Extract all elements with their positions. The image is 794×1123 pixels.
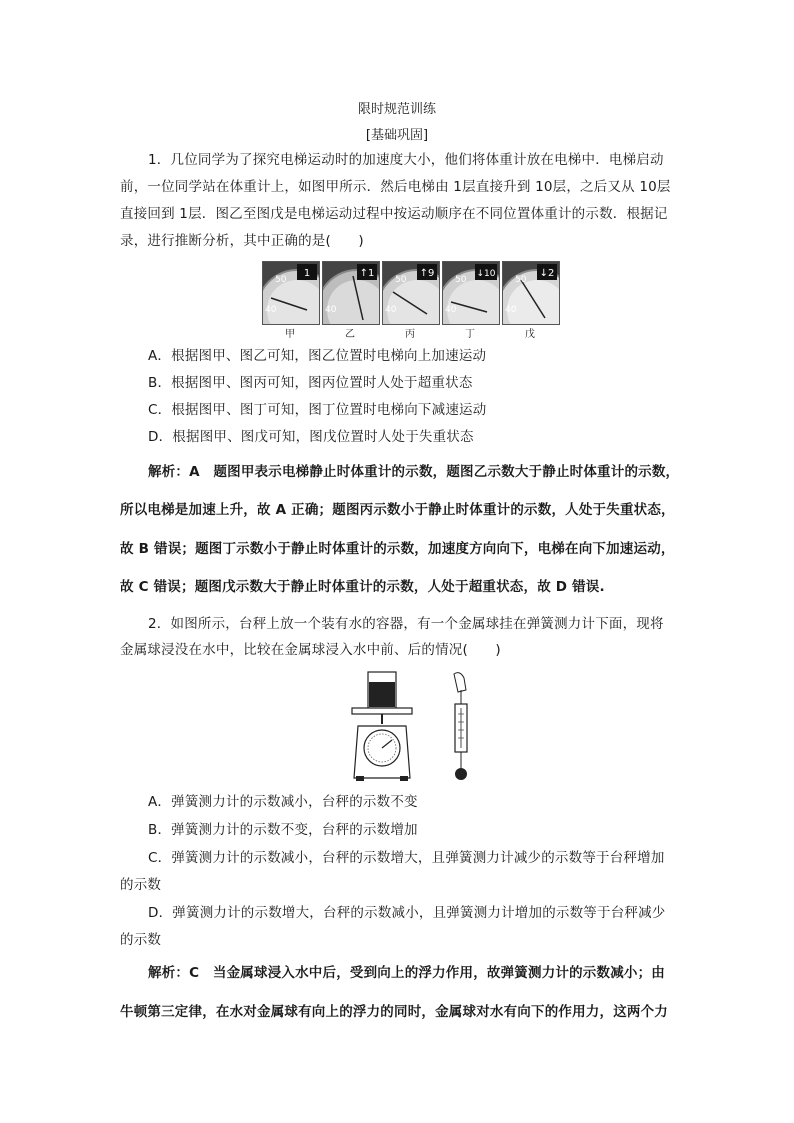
dial-number: 40 — [325, 305, 337, 315]
q1-option-a: A．根据图甲、图乙可知，图乙位置时电梯向上加速运动 — [148, 348, 487, 364]
gauge-tag: ↑9 — [419, 268, 435, 279]
q2-option-d-cont: 的示数 — [120, 932, 162, 948]
dial-graphic — [503, 262, 559, 324]
gauge-label: 戊 — [525, 329, 535, 340]
dial-graphic — [323, 262, 379, 324]
dial-number: 50 — [455, 275, 467, 285]
scale-dial-yi — [322, 261, 380, 325]
q1-line: 录，进行推断分析，其中正确的是( ) — [120, 233, 364, 249]
gauge-tag: ↓2 — [539, 268, 555, 279]
q2-solution-line: 解析：C 当金属球浸入水中后，受到向上的浮力作用，故弹簧测力计的示数减小；由 — [148, 965, 666, 981]
q1-solution-line: 故 C 错误；题图戊示数大于静止时体重计的示数，人处于超重状态，故 D 错误. — [120, 579, 605, 595]
gauge-tag: ↑1 — [359, 268, 375, 279]
q1-line: 前，一位同学站在体重计上，如图甲所示．然后电梯由 1层直接升到 10层，之后又从 10层 — [120, 179, 671, 195]
q2-option-d: D．弹簧测力计的示数增大，台秤的示数减小，且弹簧测力计增加的示数等于台秤减少 — [148, 905, 666, 921]
q1-line: 直接回到 1层．图乙至图戊是电梯运动过程中按运动顺序在不同位置体重计的示数．根据记 — [120, 206, 668, 222]
scale-dial-bing — [382, 261, 440, 325]
q1-solution-line: 解析：A 题图甲表示电梯静止时体重计的示数，题图乙示数大于静止时体重计的示数， — [148, 464, 680, 480]
gauge-label: 丁 — [465, 329, 475, 340]
q2-option-c-cont: 的示数 — [120, 877, 162, 893]
gauge-tag: ↓10 — [476, 269, 496, 279]
dial-number: 50 — [275, 275, 287, 285]
q1-figure — [262, 261, 562, 339]
dial-number: 40 — [385, 305, 397, 315]
dial-number: 50 — [515, 275, 527, 285]
page-title: 限时规范训练 — [357, 102, 436, 117]
q1-line: 1．几位同学为了探究电梯运动时的加速度大小，他们将体重计放在电梯中．电梯启动 — [148, 152, 664, 168]
q2-line: 2．如图所示，台秤上放一个装有水的容器，有一个金属球挂在弹簧测力计下面，现将 — [148, 616, 664, 632]
scale-dial-wu — [502, 261, 560, 325]
q1-solution-line: 故 B 错误；题图丁示数小于静止时体重计的示数，加速度方向向下，电梯在向下加速运动， — [120, 541, 675, 557]
q1-option-b: B．根据图甲、图丙可知，图丙位置时人处于超重状态 — [148, 375, 473, 391]
gauge-tag: 1 — [303, 268, 311, 279]
q2-line: 金属球浸没在水中，比较在金属球浸入水中前、后的情况( ) — [120, 642, 501, 658]
q1-option-c: C．根据图甲、图丁可知，图丁位置时电梯向下减速运动 — [148, 402, 487, 418]
dial-number: 50 — [395, 275, 407, 285]
dial-number: 40 — [445, 305, 457, 315]
dial-graphic — [263, 262, 319, 324]
q1-solution-line: 所以电梯是加速上升，故 A 正确；题图丙示数小于静止时体重计的示数，人处于失重状态， — [120, 502, 675, 518]
dial-number: 40 — [505, 305, 517, 315]
section-heading: [基础巩固] — [365, 128, 429, 143]
scale-and-spring-balance-illustration — [346, 668, 486, 788]
scale-dial-jia — [262, 261, 320, 325]
scale-dial-ding — [442, 261, 500, 325]
q2-figure — [346, 668, 486, 788]
q2-option-c: C．弹簧测力计的示数减小，台秤的示数增大，且弹簧测力计减少的示数等于台秤增加 — [148, 850, 665, 866]
gauge-label: 乙 — [345, 329, 355, 340]
q2-solution-line: 牛顿第三定律，在水对金属球有向上的浮力的同时，金属球对水有向下的作用力，这两个力 — [120, 1004, 668, 1020]
dial-graphic — [383, 262, 439, 324]
dial-number: 40 — [265, 305, 277, 315]
q2-option-b: B．弹簧测力计的示数不变，台秤的示数增加 — [148, 822, 418, 838]
gauge-label: 丙 — [405, 329, 415, 340]
q1-option-d: D．根据图甲、图戊可知，图戊位置时人处于失重状态 — [148, 429, 474, 445]
dial-graphic — [443, 262, 499, 324]
q2-option-a: A．弹簧测力计的示数减小，台秤的示数不变 — [148, 794, 418, 810]
gauge-label: 甲 — [285, 329, 295, 340]
